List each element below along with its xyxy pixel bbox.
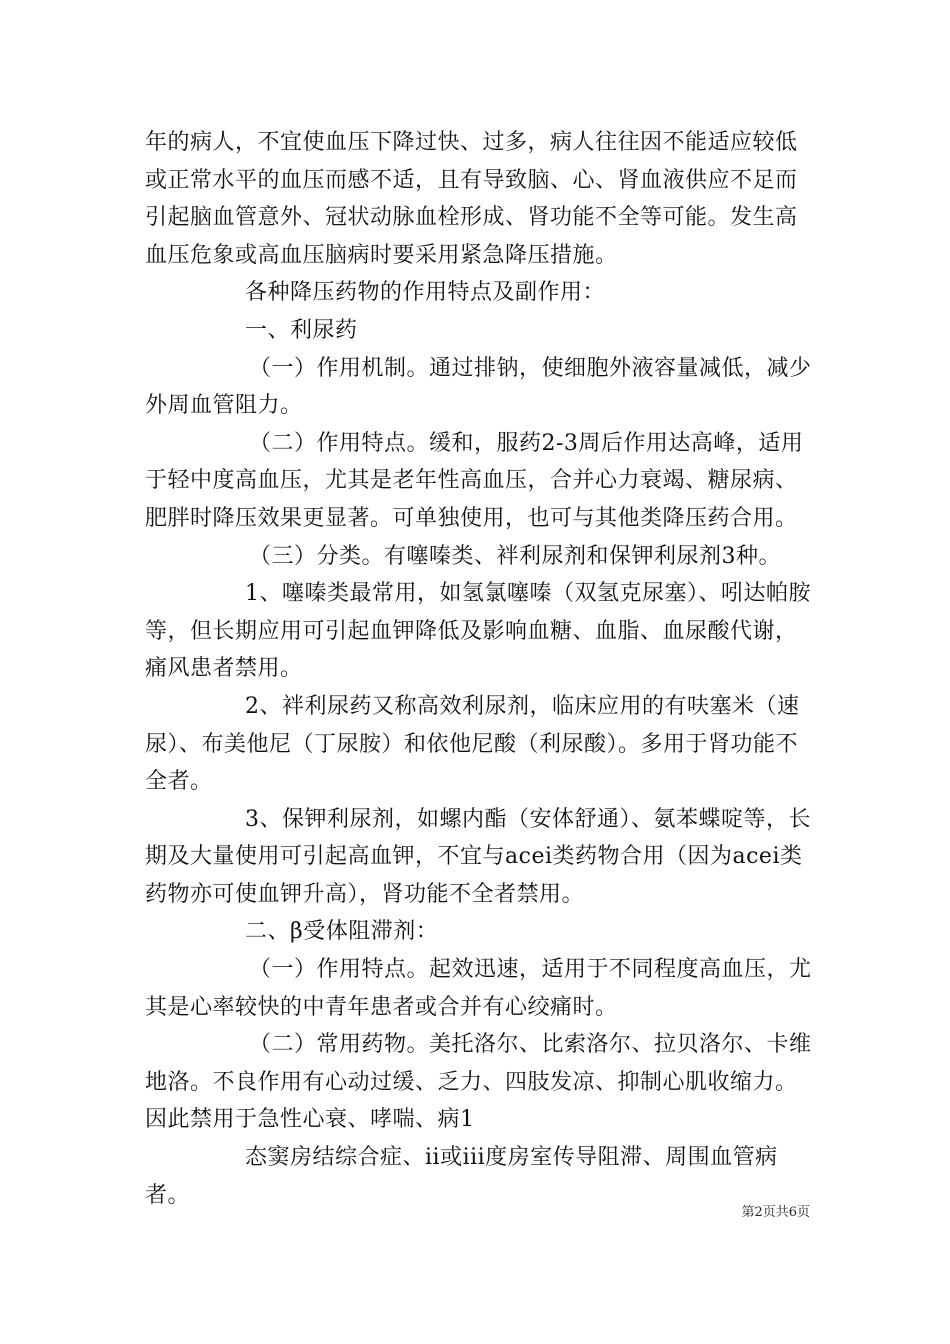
paragraph-loop-diuretics: 2、袢利尿药又称高效利尿剂，临床应用的有呋塞米（速尿）、布美他尼（丁尿胺）和依他尼酸（利尿酸）。多用于肾功能不全者。 (145, 693, 800, 795)
section-heading-diuretics: 一、利尿药 (245, 317, 358, 343)
paragraph-beta-blockers-characteristics: （一）作用特点。起效迅速，适用于不同程度高血压，尤其是心率较快的中青年患者或合并有心绞痛时。 (145, 957, 812, 1020)
paragraph-beta-blockers-drugs: （二）常用药物。美托洛尔、比索洛尔、拉贝洛尔、卡维地洛。不良作用有心动过缓、乏力、四肢发凉、抑制心肌收缩力。因此禁用于急性心衰、哮喘、病1 (145, 1032, 812, 1133)
paragraph-thiazides: 1、噻嗪类最常用，如氢氯噻嗪（双氢克尿塞）、吲达帕胺等，但长期应用可引起血钾降低及影响血糖、血脂、血尿酸代谢，痛风患者禁用。 (145, 581, 811, 682)
paragraph-diuretics-classification: （三）分类。有噻嗪类、袢利尿剂和保钾利尿剂3种。 (249, 543, 781, 569)
document-body (145, 124, 815, 1214)
paragraph-elderly-patients: 年的病人，不宜使血压下降过快、过多，病人往往因不能适应较低或正常水平的血压而感不适，且有导致脑、心、肾血液供应不足而引起脑血管意外、冠状动脉血栓形成、肾功能不全等可能。发生高血压危象或高血压脑病时要采用紧急降压措施。 (145, 130, 798, 268)
page-number-footer: 第2页共6页 (741, 1205, 810, 1220)
paragraph-diuretics-characteristics: （二）作用特点。缓和，服药2-3周后作用达高峰，适用于轻中度高血压，尤其是老年性高血压，合并心力衰竭、糖尿病、肥胖时降压效果更显著。可单独使用，也可与其他类降压药合用。 (145, 430, 804, 531)
paragraph-contraindications-continued: 态窦房结综合症、ii或iii度房室传导阻滞、周围血管病者。 (145, 1145, 778, 1208)
paragraph-potassium-sparing: 3、保钾利尿剂，如螺内酯（安体舒通）、氨苯蝶啶等，长期及大量使用可引起高血钾，不宜与acei类药物合用（因为acei类药物亦可使血钾升高），肾功能不全者禁用。 (145, 806, 811, 907)
paragraph-diuretics-mechanism: （一）作用机制。通过排钠，使细胞外液容量减低，减少外周血管阻力。 (145, 355, 812, 419)
section-heading-beta-blockers: 二、β受体阻滞剂： (245, 919, 439, 945)
paragraph-drug-overview-heading: 各种降压药物的作用特点及副作用： (245, 280, 606, 306)
